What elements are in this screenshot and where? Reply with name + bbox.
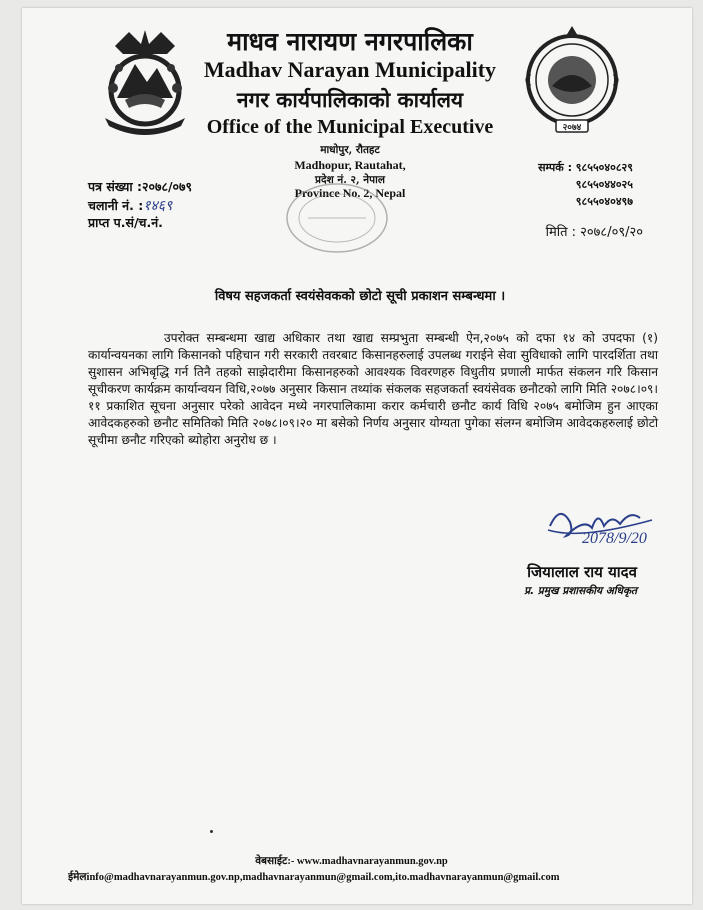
emblem-year: २०७४ <box>562 123 582 133</box>
office-stamp-icon <box>282 178 392 258</box>
page-mark <box>210 830 213 833</box>
municipality-name-en: Madhav Narayan Municipality <box>203 57 497 82</box>
contact-line-2: ९८५५०४४०२५ <box>575 178 633 191</box>
dispatch-number <box>88 196 172 215</box>
address-np: माधोपुर, रौतहट <box>320 144 380 156</box>
signatory-title: प्र. प्रमुख प्रशासकीय अधिकृत <box>524 585 637 597</box>
letter-subject: विषय सहजकर्ता स्वयंसेवकको छोटो सूची प्रकाशन सम्बन्धमा । <box>214 289 506 304</box>
office-name-en: Office of the Municipal Executive <box>206 116 494 138</box>
footer-website: वेबसाईट:- www.madhavnarayanmun.gov.np <box>255 856 448 867</box>
letter-date: मिति : २०७८/०९/२० <box>545 225 643 240</box>
address-en: Madhopur, Rautahat, <box>294 158 406 172</box>
contact-line-3: ९८५५०४०४९७ <box>575 195 633 208</box>
province-en: Province No. 2, Nepal <box>294 186 406 200</box>
municipality-logo-icon <box>522 26 622 138</box>
footer-email: ईमेलinfo@madhavnarayanmun.gov.np,madhavnarayanmun@gmail.com,ito.madhavnarayanmun@gmail.com <box>68 872 560 883</box>
contact-line-1: सम्पर्क : ९८५५०४०८२९ <box>538 161 633 174</box>
municipality-name-np: माधव नारायण नगरपालिका <box>227 27 473 56</box>
signature-date: 2078/9/20 <box>582 530 647 547</box>
office-name-np: नगर कार्यपालिकाको कार्यालय <box>236 87 464 112</box>
province-np: प्रदेश नं. २, नेपाल <box>315 174 385 186</box>
received-number: प्राप्त प.सं/च.नं. <box>88 215 163 230</box>
dispatch-label: चलानी नं. : <box>88 198 144 213</box>
letter-body: उपरोक्त सम्बन्धमा खाद्य अधिकार तथा खाद्य सम्प्रभुता सम्बन्धी ऐन,२०७५ को दफा १४ को उपदफा (१) कार्यान्वयनका लागि किसानको पहिचान गरी सरकारी तवरबाट किसानहरुलाई उपलब्ध गराईने सेवा सुविधाको लागि पारदर्शिता तथा सुशासन अभिबृद्धि गर्न तिनै तहको साझेदारीमा किसानहरुको आवश्यक विवरणहरु विधुतीय प्रणाली मार्फत संकलन गरि किसान सूचीकरण कार्यक्रम कार्यान्वयन विधि,२०७७ अनुसार किसान तथ्यांक संकलक सहजकर्ता स्वयंसेवक छनौटको लागि मिति २०७८।०९।११ प्रकाशित सूचना अनुसार परेको आवेदन मध्ये नगरपालिकामा करार कर्मचारी छनौट कार्य विधि २०७५ बमोजिम हुन आएका आवेदकहरुको छनौट समितिको मिति २०७८।०९।२० मा बसेको निर्णय अनुसार योग्यता पुगेका संलग्न बमोजिम आवेदकहरुलाई छोटो सूचीमा छनौट गरिएको ब्योहोरा अनुरोध छ । <box>88 331 658 447</box>
signatory-name: जियालाल राय यादव <box>527 563 637 581</box>
dispatch-value: १४६९ <box>143 199 173 214</box>
letter-number: पत्र संख्या :२०७८/०७९ <box>88 179 193 194</box>
